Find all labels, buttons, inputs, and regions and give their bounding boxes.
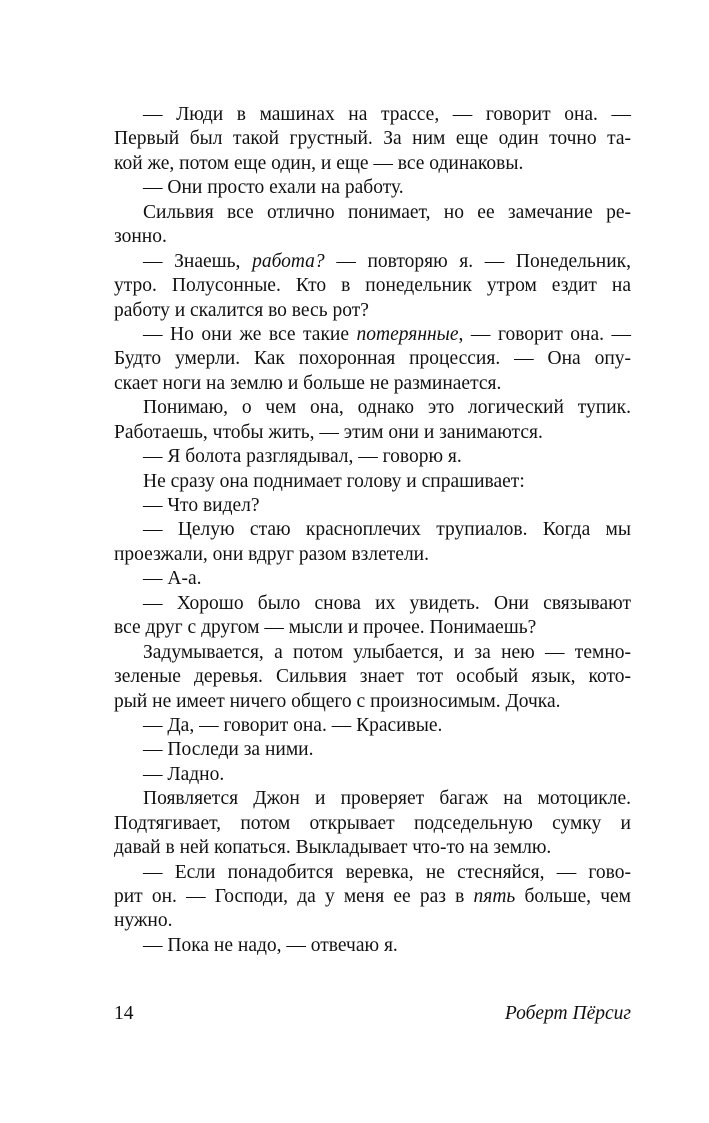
- text-run: Появляется Джон и проверяет багаж на мотоцикле.: [143, 788, 631, 810]
- text-line: [114, 494, 631, 518]
- text-run: — Знаешь,: [143, 250, 253, 272]
- text-line: [114, 787, 631, 811]
- text-run: все друг с другом — мысли и прочее. Понимаешь?: [114, 617, 537, 639]
- text-run: — Они просто ехали на работу.: [143, 177, 404, 199]
- text-run: нужно.: [114, 910, 173, 932]
- text-line: [114, 567, 631, 591]
- text-run: больше, чем: [515, 886, 631, 907]
- text-run: — Я болота разглядывал, — говорю я.: [143, 446, 462, 468]
- text-run: — Хорошо было снова их увидеть. Они связывают: [143, 592, 631, 614]
- text-run: утро. Полусонные. Кто в понедельник утром ездит на: [114, 275, 631, 297]
- text-line: [114, 934, 631, 958]
- text-line: [114, 543, 631, 567]
- text-line: [114, 127, 631, 151]
- text-run: скает ноги на землю и больше не разминается.: [114, 372, 502, 394]
- text-run: — Что видел?: [143, 495, 260, 516]
- text-run: давай в ней копаться. Выкладывает что-то на землю.: [114, 837, 552, 859]
- text-line: [114, 421, 631, 445]
- text-run: — А-а.: [143, 568, 202, 590]
- text-line: [114, 470, 631, 494]
- text-line: [114, 274, 631, 298]
- text-line: [114, 665, 631, 689]
- italic-emphasis: работа?: [252, 250, 325, 272]
- text-run: Работаешь, чтобы жить, — этим они и занимаются.: [114, 421, 543, 443]
- text-line: [114, 616, 631, 640]
- running-footer-author: Роберт Пёрсиг: [504, 1003, 631, 1024]
- text-run: зонно.: [114, 226, 167, 248]
- text-run: — Пока не надо, — отвечаю я.: [143, 934, 398, 956]
- text-run: , — говорит она. —: [458, 323, 631, 345]
- text-line: [114, 445, 631, 469]
- text-run: — Целую стаю красноплечих трупиалов. Когда мы: [143, 519, 631, 541]
- text-line: [114, 592, 631, 616]
- text-line: [114, 396, 631, 420]
- text-line: [114, 690, 631, 714]
- text-line: [114, 885, 631, 909]
- text-run: — Если понадобится веревка, не стесняйся, — гово-: [143, 861, 631, 883]
- text-line: [114, 812, 631, 836]
- text-run: Первый был такой грустный. За ним еще один точно та-: [114, 128, 631, 150]
- text-run: рит он. — Господи, да у меня ее раз в: [114, 886, 474, 907]
- text-run: проезжали, они вдруг разом взлетели.: [114, 543, 429, 565]
- text-run: Сильвия все отлично понимает, но ее замечание ре-: [143, 201, 631, 223]
- text-line: [114, 861, 631, 885]
- text-run: Задумывается, а потом улыбается, и за нею — темно-: [143, 641, 631, 663]
- text-run: рый не имеет ничего общего с произносимым. Дочка.: [114, 690, 561, 712]
- text-line: [114, 347, 631, 371]
- text-run: Подтягивает, потом открывает подседельную сумку и: [114, 812, 631, 834]
- italic-emphasis: потерянные: [356, 323, 459, 345]
- text-run: зеленые деревья. Сильвия знает тот особый язык, кото-: [114, 666, 631, 688]
- text-line: [114, 103, 631, 127]
- text-line: [114, 176, 631, 200]
- text-line: [114, 518, 631, 542]
- text-line: [114, 372, 631, 396]
- text-line: [114, 909, 631, 933]
- page-footer: [114, 1001, 631, 1027]
- text-run: — Но они же все такие: [143, 323, 357, 345]
- text-line: [114, 714, 631, 738]
- text-line: [114, 201, 631, 225]
- text-line: [114, 225, 631, 249]
- text-line: [114, 250, 631, 274]
- text-run: Будто умерли. Как похоронная процессия. — Она опу-: [114, 348, 631, 370]
- italic-emphasis: пять: [473, 886, 516, 907]
- text-run: — Последи за ними.: [143, 739, 314, 761]
- text-run: — повторяю я. — Понедельник,: [324, 250, 631, 272]
- text-run: Не сразу она поднимает голову и спрашивает:: [143, 470, 525, 492]
- text-line: [114, 836, 631, 860]
- text-run: Понимаю, о чем она, однако это логический тупик.: [143, 397, 631, 419]
- text-line: [114, 763, 631, 787]
- text-line: [114, 738, 631, 762]
- text-line: [114, 323, 631, 347]
- page-number: 14: [114, 1003, 134, 1024]
- text-run: — Люди в машинах на трассе, — говорит она. —: [143, 104, 631, 125]
- text-line: [114, 641, 631, 665]
- text-run: — Ладно.: [143, 763, 225, 785]
- text-run: кой же, потом еще один, и еще — все одинаковы.: [114, 152, 524, 174]
- text-line: [114, 152, 631, 176]
- text-line: [114, 299, 631, 323]
- text-run: — Да, — говорит она. — Красивые.: [143, 714, 443, 736]
- text-run: работу и скалится во весь рот?: [114, 299, 369, 321]
- page-body-text: [114, 103, 631, 958]
